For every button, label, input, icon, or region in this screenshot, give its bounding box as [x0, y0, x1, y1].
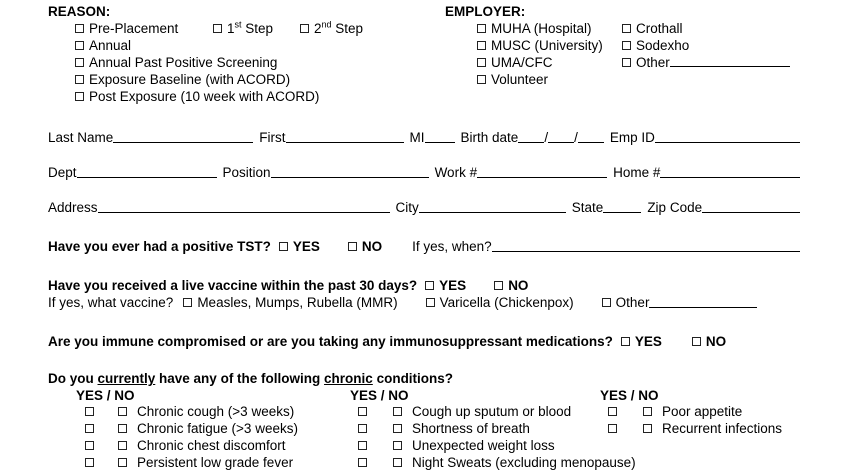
yes-no-column-header: YES / NO [600, 388, 659, 403]
option-label: 2nd Step [314, 19, 364, 36]
checkbox-low-grade-fever-yes[interactable] [85, 458, 94, 467]
work-number-field[interactable] [477, 172, 607, 178]
employer-option-volunteer [477, 71, 622, 88]
checkbox-chronic-cough-yes[interactable] [85, 407, 94, 416]
option-label: Exposure Baseline (with ACORD) [89, 72, 291, 87]
yes-no-column-header: YES / NO [350, 388, 409, 403]
option-label: Post Exposure (10 week with ACORD) [89, 89, 320, 104]
checkbox-chronic-cough-no[interactable] [118, 407, 127, 416]
checkbox-weight-loss-yes[interactable] [358, 441, 367, 450]
reason-option-2nd-step [300, 20, 363, 37]
state-label: State [571, 200, 604, 215]
employer-option-muha [477, 20, 622, 37]
employer-option-musc [477, 37, 622, 54]
condition-label: Persistent low grade fever [137, 455, 294, 470]
condition-row-poor-appetite [600, 403, 800, 420]
condition-row-chronic-fatigue [76, 420, 350, 437]
mi-label: MI [409, 130, 425, 145]
dept-line [48, 164, 800, 181]
checkbox-pre-placement[interactable] [75, 24, 84, 33]
vaccine-question: Have you received a live vaccine within the past 30 days? [48, 278, 418, 293]
checkbox-recurrent-infections-no[interactable] [643, 424, 652, 433]
checkbox-tst-yes[interactable] [279, 242, 288, 251]
option-label: Sodexho [636, 38, 690, 53]
city-label: City [395, 200, 419, 215]
date-separator: / [574, 130, 578, 145]
chronic-column-3 [600, 387, 800, 471]
position-field[interactable] [271, 172, 429, 178]
checkbox-crothall[interactable] [622, 24, 631, 33]
chronic-column-2 [350, 387, 636, 471]
checkbox-chest-discomfort-no[interactable] [118, 441, 127, 450]
condition-label: Shortness of breath [412, 421, 530, 436]
checkbox-chronic-fatigue-yes[interactable] [85, 424, 94, 433]
birth-date-label: Birth date [460, 130, 519, 145]
reason-option-exposure-baseline [75, 71, 445, 88]
zip-code-field[interactable] [702, 207, 800, 213]
work-number-label: Work # [434, 165, 478, 180]
checkbox-night-sweats-no[interactable] [393, 458, 402, 467]
checkbox-tst-no[interactable] [348, 242, 357, 251]
option-label: Volunteer [491, 72, 549, 87]
checkbox-exposure-baseline[interactable] [75, 75, 84, 84]
last-name-field[interactable] [113, 137, 253, 143]
checkbox-recurrent-infections-yes[interactable] [608, 424, 617, 433]
birth-day-field[interactable] [548, 137, 574, 143]
condition-label: Poor appetite [662, 404, 743, 419]
condition-row-shortness-breath [350, 420, 600, 437]
name-line [48, 129, 800, 146]
emp-id-field[interactable] [655, 137, 800, 143]
tst-yes-label: YES [292, 239, 320, 254]
state-field[interactable] [603, 207, 641, 213]
home-number-label: Home # [613, 165, 661, 180]
employer-section [445, 3, 800, 105]
chronic-column-1 [48, 387, 350, 471]
reason-option-annual [75, 37, 445, 54]
checkbox-annual[interactable] [75, 41, 84, 50]
city-field[interactable] [419, 207, 566, 213]
checkbox-volunteer[interactable] [477, 75, 486, 84]
vaccine-other-field[interactable] [649, 302, 757, 308]
option-label: MUSC (University) [491, 38, 603, 53]
checkbox-poor-appetite-yes[interactable] [608, 407, 617, 416]
condition-label: Chronic chest discomfort [137, 438, 286, 453]
tst-no-label: NO [361, 239, 383, 254]
dept-label: Dept [48, 165, 77, 180]
underlined-word-chronic: chronic [324, 371, 373, 386]
emp-id-label: Emp ID [609, 130, 655, 145]
yes-no-column-header: YES / NO [76, 388, 135, 403]
reason-option-post-exposure [75, 88, 445, 105]
employer-column-1 [477, 20, 622, 88]
underlined-word-currently: currently [97, 371, 156, 386]
mmr-option-label: Measles, Mumps, Rubella (MMR) [197, 295, 398, 310]
checkbox-immune-yes[interactable] [621, 337, 630, 346]
address-label: Address [48, 200, 98, 215]
employer-option-uma-cfc [477, 54, 622, 71]
first-name-field[interactable] [286, 137, 404, 143]
reason-section [48, 3, 445, 105]
checkbox-employer-other[interactable] [622, 58, 631, 67]
employer-options [445, 20, 800, 88]
checkbox-annual-past-positive[interactable] [75, 58, 84, 67]
checkbox-uma-cfc[interactable] [477, 58, 486, 67]
immune-question-row [48, 333, 800, 350]
checkbox-varicella[interactable] [426, 298, 435, 307]
checkbox-mmr[interactable] [183, 298, 192, 307]
immune-yes-label: YES [634, 334, 662, 349]
checkbox-chronic-fatigue-no[interactable] [118, 424, 127, 433]
mi-field[interactable] [425, 137, 455, 143]
condition-row-chronic-cough [76, 403, 350, 420]
employer-option-sodexho [622, 37, 790, 54]
address-field[interactable] [98, 207, 390, 213]
vaccine-question-row [48, 277, 800, 294]
checkbox-1st-step[interactable] [213, 24, 222, 33]
option-label: Pre-Placement [89, 21, 179, 36]
tst-followup-label: If yes, when? [412, 239, 492, 254]
ordinal-superscript: nd [321, 19, 332, 30]
address-line [48, 199, 800, 216]
condition-row-recurrent-infections [600, 420, 800, 437]
ordinal-superscript: st [234, 19, 242, 30]
option-label: Other [636, 55, 670, 70]
checkbox-vaccine-other[interactable] [602, 298, 611, 307]
vaccine-detail-row [48, 294, 800, 311]
employer-title: EMPLOYER: [445, 4, 526, 19]
checkbox-night-sweats-yes[interactable] [358, 458, 367, 467]
condition-label: Chronic fatigue (>3 weeks) [137, 421, 298, 436]
option-label: UMA/CFC [491, 55, 553, 70]
employer-option-crothall [622, 20, 790, 37]
date-separator: / [544, 130, 549, 145]
reason-option-annual-past-positive [75, 54, 445, 71]
condition-label: Night Sweats (excluding menopause) [412, 455, 636, 470]
option-label: Annual [89, 38, 132, 53]
home-number-field[interactable] [660, 172, 800, 178]
condition-row-chest-discomfort [76, 437, 350, 454]
condition-row-night-sweats [350, 454, 636, 471]
condition-label: Cough up sputum or blood [412, 404, 572, 419]
vaccine-yes-label: YES [439, 278, 467, 293]
option-label: MUHA (Hospital) [491, 21, 592, 36]
checkbox-low-grade-fever-no[interactable] [118, 458, 127, 467]
vaccine-followup-label: If yes, what vaccine? [48, 295, 174, 310]
option-label: Crothall [636, 21, 683, 36]
employer-other-field[interactable] [670, 61, 790, 67]
checkbox-weight-loss-no[interactable] [393, 441, 402, 450]
first-name-label: First [259, 130, 286, 145]
checkbox-sputum-blood-yes[interactable] [358, 407, 367, 416]
birth-month-field[interactable] [518, 137, 544, 143]
vaccine-other-label: Other [615, 295, 650, 310]
checkbox-poor-appetite-no[interactable] [643, 407, 652, 416]
chronic-heading: Do you currently have any of the following chronic conditions? [48, 371, 454, 386]
dept-field[interactable] [77, 172, 217, 178]
reason-options [48, 20, 445, 105]
condition-row-weight-loss [350, 437, 600, 454]
condition-label: Unexpected weight loss [412, 438, 555, 453]
checkbox-shortness-breath-yes[interactable] [358, 424, 367, 433]
last-name-label: Last Name [48, 130, 114, 145]
tst-when-field[interactable] [492, 246, 800, 252]
checkbox-2nd-step[interactable] [300, 24, 309, 33]
option-label: 1st Step [227, 19, 274, 36]
checkbox-immune-no[interactable] [692, 337, 701, 346]
reason-option-1st-step [213, 20, 300, 37]
tst-question-row [48, 238, 800, 255]
checkbox-shortness-breath-no[interactable] [393, 424, 402, 433]
checkbox-sodexho[interactable] [622, 41, 631, 50]
reason-title: REASON: [48, 4, 111, 19]
checkbox-sputum-blood-no[interactable] [393, 407, 402, 416]
checkbox-vaccine-yes[interactable] [425, 281, 434, 290]
tst-question: Have you ever had a positive TST? [48, 239, 271, 254]
chronic-conditions-grid [48, 387, 800, 471]
position-label: Position [222, 165, 271, 180]
option-label: Annual Past Positive Screening [89, 55, 278, 70]
employer-column-2 [622, 20, 790, 88]
vaccine-no-label: NO [508, 278, 529, 293]
condition-label: Recurrent infections [662, 421, 783, 436]
condition-row-sputum-blood [350, 403, 600, 420]
checkbox-vaccine-no[interactable] [494, 281, 503, 290]
employer-option-other [622, 54, 790, 71]
immune-question: Are you immune compromised or are you taking any immunosuppressant medications? [48, 334, 613, 349]
condition-row-low-grade-fever [76, 454, 350, 471]
checkbox-musc[interactable] [477, 41, 486, 50]
reason-option-pre-placement [75, 20, 213, 37]
checkbox-chest-discomfort-yes[interactable] [85, 441, 94, 450]
checkbox-muha[interactable] [477, 24, 486, 33]
reason-option-row [75, 20, 445, 37]
varicella-option-label: Varicella (Chickenpox) [439, 295, 574, 310]
zip-code-label: Zip Code [647, 200, 703, 215]
top-section [48, 3, 800, 105]
checkbox-post-exposure[interactable] [75, 92, 84, 101]
condition-label: Chronic cough (>3 weeks) [137, 404, 295, 419]
immune-no-label: NO [705, 334, 727, 349]
birth-year-field[interactable] [578, 137, 604, 143]
